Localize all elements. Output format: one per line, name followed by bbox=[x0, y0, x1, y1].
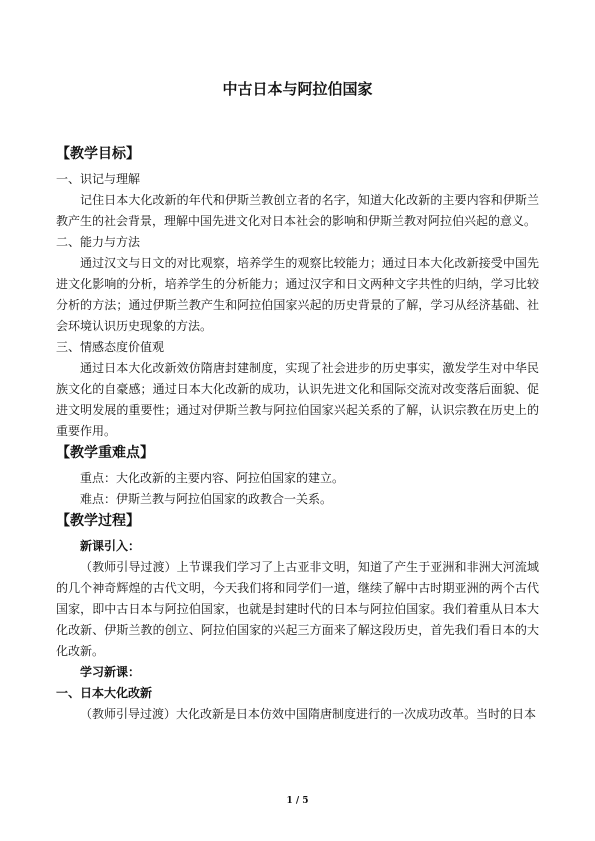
goal-2-heading: 二、能力与方法 bbox=[56, 235, 141, 249]
difficult-point-text: 难点：伊斯兰教与阿拉伯国家的政教合一关系。 bbox=[80, 492, 333, 506]
teaching-goals-heading: 【教学目标】 bbox=[56, 146, 140, 162]
page-number: 1 / 5 bbox=[286, 796, 309, 806]
goal-3-heading: 三、情感态度价值观 bbox=[56, 340, 165, 354]
goal-1-text: 记住日本大化改新的年代和伊斯兰教创立者的名字，知道大化改新的主要内容和伊斯兰教产生的社会背景，理解中国先进文化对日本社会的影响和伊斯兰教对阿拉伯兴起的意义。 bbox=[56, 193, 539, 228]
document-title: 中古日本与阿拉伯国家 bbox=[222, 80, 373, 98]
lesson-intro-heading: 新课引入： bbox=[80, 539, 141, 553]
goal-2-text: 通过汉文与日文的对比观察，培养学生的观察比较能力；通过日本大化改新接受中国先进文化影响的分析，培养学生的分析能力；通过汉字和日文两种文字共性的归纳，学习比较分析的方法；通过伊斯兰教产生和阿拉伯国家兴起的历史背景的了解，学习从经济基础、社会环境认识历史现象的方法。 bbox=[56, 256, 539, 333]
goal-3-text: 通过日本大化改新效仿隋唐封建制度，实现了社会进步的历史事实，激发学生对中华民族文化的自豪感；通过日本大化改新的成功，认识先进文化和国际交流对改变落后面貌、促进文明发展的重要性；通过对伊斯兰教与阿拉伯国家兴起关系的了解，认识宗教在历史上的重要作用。 bbox=[56, 361, 539, 438]
document-body bbox=[56, 143, 539, 725]
teaching-process-heading: 【教学过程】 bbox=[56, 513, 140, 529]
section-1-text: （教师引导过渡）大化改新是日本仿效中国隋唐制度进行的一次成功改革。当时的日本 bbox=[80, 707, 537, 721]
goal-1-heading: 一、识记与理解 bbox=[56, 172, 141, 186]
key-point-text: 重点：大化改新的主要内容、阿拉伯国家的建立。 bbox=[80, 471, 345, 485]
new-lesson-heading: 学习新课： bbox=[80, 665, 141, 679]
section-1-heading: 一、日本大化改新 bbox=[56, 686, 153, 700]
key-difficult-points-heading: 【教学重难点】 bbox=[56, 445, 154, 461]
lesson-intro-text: （教师引导过渡）上节课我们学习了上古亚非文明，知道了产生于亚洲和非洲大河流域的几个神奇辉煌的古代文明，今天我们将和同学们一道，继续了解中古时期亚洲的两个古代国家，即中古日本与阿拉伯国家，也就是封建时代的日本与阿拉伯国家。我们着重从日本大化改新、伊斯兰教的创立、阿拉伯国家的兴起三方面来了解这段历史，首先我们看日本的大化改新。 bbox=[56, 560, 539, 658]
